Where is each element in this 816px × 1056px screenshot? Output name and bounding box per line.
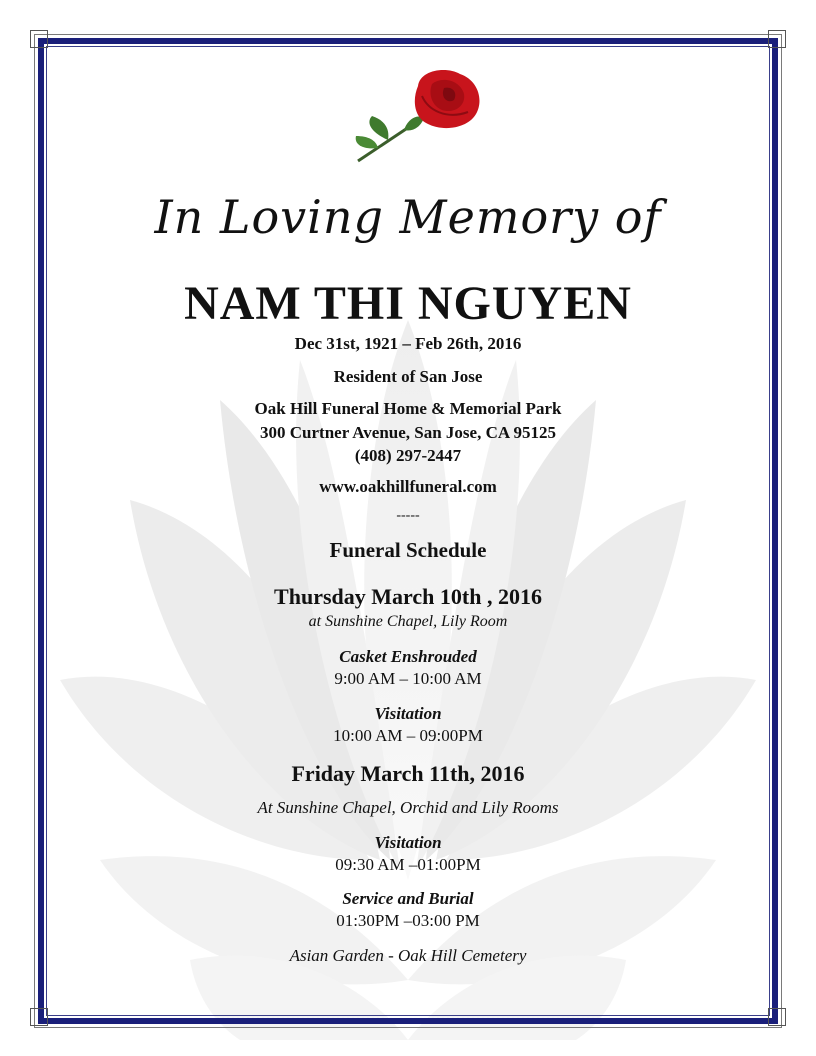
day2-event-name: Service and Burial [342,889,474,908]
funeral-home-website: www.oakhillfuneral.com [319,477,497,496]
day1-event-time: 10:00 AM – 09:00PM [333,726,483,745]
day2-date: Friday March 11th, 2016 [291,761,525,786]
schedule-title: Funeral Schedule [329,538,487,562]
funeral-home-name: Oak Hill Funeral Home & Memorial Park [254,399,562,418]
life-dates: Dec 31st, 1921 – Feb 26th, 2016 [294,334,522,353]
day1-event-name: Visitation [374,704,442,723]
funeral-home-phone: (408) 297-2447 [354,446,462,465]
day1-event-time: 9:00 AM – 10:00 AM [334,669,482,688]
burial-place: Asian Garden - Oak Hill Cemetery [289,946,527,965]
deceased-name: NAM THI NGUYEN [184,277,632,330]
day1-event-name: Casket Enshrouded [339,647,477,666]
day1-location: at Sunshine Chapel, Lily Room [308,613,508,630]
residence: Resident of San Jose [333,367,483,386]
corner-ornament-bottom-left [30,1008,48,1026]
corner-ornament-top-right [768,30,786,48]
separator: ----- [396,508,420,523]
corner-ornament-top-left [30,30,48,48]
red-rose-image [348,66,488,166]
day1-date: Thursday March 10th , 2016 [274,584,542,609]
day2-location: At Sunshine Chapel, Orchid and Lily Rooms [257,798,559,817]
script-title: In Loving Memory of [154,190,662,244]
corner-ornament-bottom-right [768,1008,786,1026]
day2-event-time: 01:30PM –03:00 PM [336,911,480,930]
funeral-home-address: 300 Curtner Avenue, San Jose, CA 95125 [260,423,556,442]
day2-event-name: Visitation [374,833,442,852]
day2-event-time: 09:30 AM –01:00PM [335,855,481,874]
